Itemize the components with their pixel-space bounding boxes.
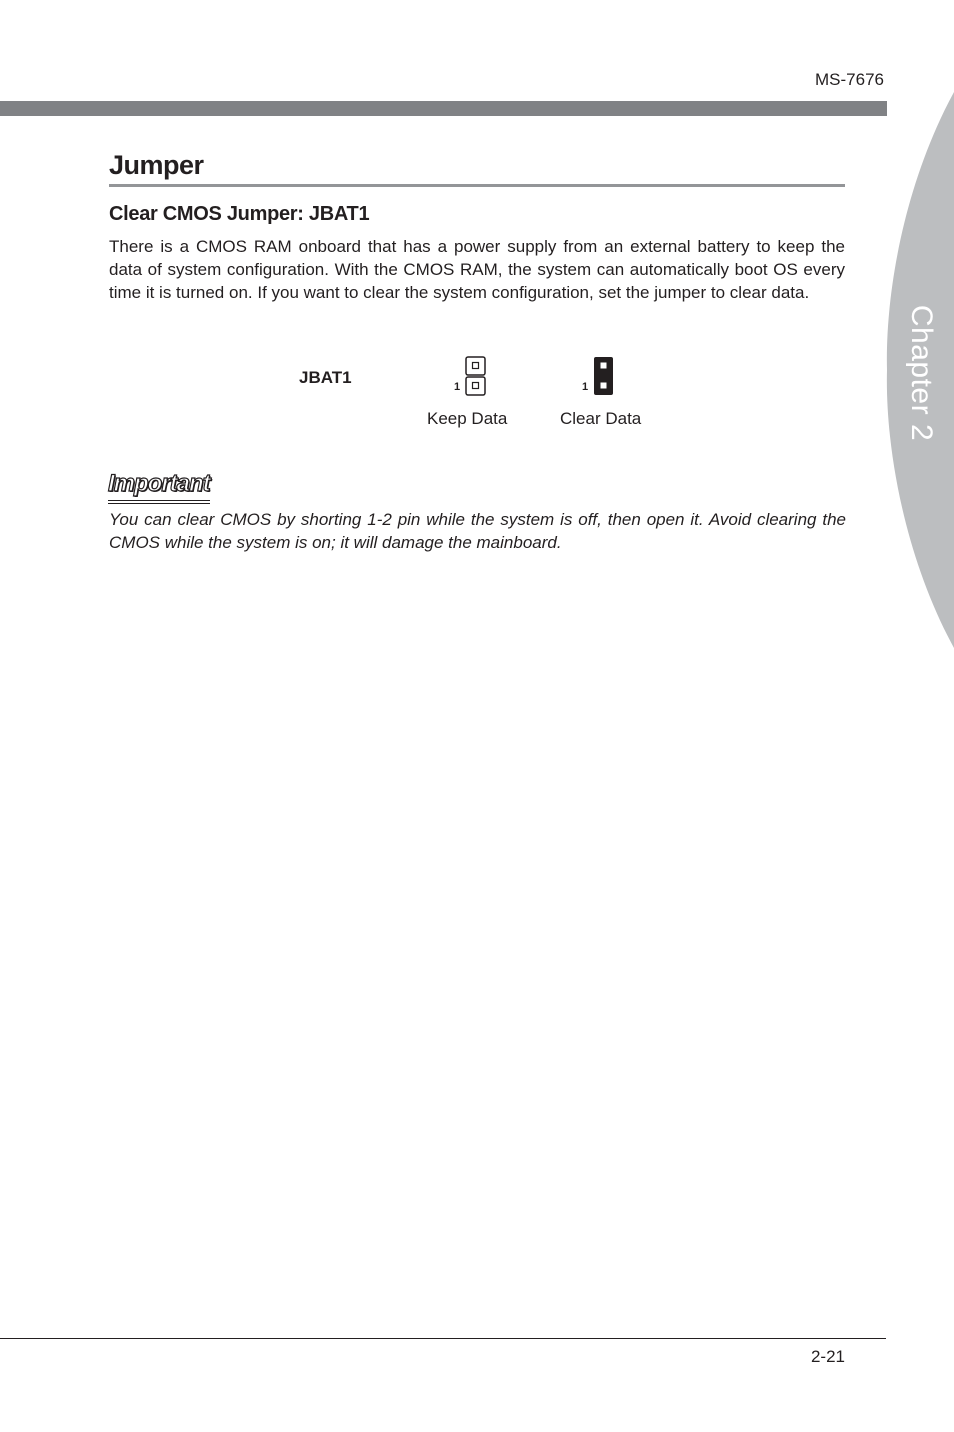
header-bar bbox=[0, 101, 887, 116]
footer-rule bbox=[0, 1338, 886, 1339]
open-jumper-pins bbox=[465, 356, 487, 398]
pin-one-marker: 1 bbox=[454, 381, 461, 393]
jumper-label: JBAT1 bbox=[299, 368, 352, 387]
keep-data-caption: Keep Data bbox=[427, 409, 508, 428]
section-subtitle: Clear CMOS Jumper: JBAT1 bbox=[109, 203, 370, 225]
model-number: MS-7676 bbox=[815, 70, 884, 89]
pin-one-marker: 1 bbox=[582, 381, 589, 393]
page-number: 2-21 bbox=[810, 1347, 845, 1366]
title-rule bbox=[109, 184, 845, 187]
important-note: You can clear CMOS by shorting 1-2 pin while the system is off, then open it. Avoid clearing the CMOS while the system is on; it will damage the mainboard. bbox=[109, 510, 846, 552]
important-underline bbox=[108, 500, 210, 504]
chapter-tab-label: Chapter 2 bbox=[905, 304, 938, 442]
clear-data-caption: Clear Data bbox=[560, 409, 642, 428]
page-title: Jumper bbox=[109, 150, 204, 180]
section-body: There is a CMOS RAM onboard that has a power supply from an external battery to keep the data of system configuration. With the CMOS RAM, the system can automatically boot OS every time it is turned on. If you want to clear the system configuration, set the jumper to clear data. bbox=[109, 237, 845, 302]
important-heading: Important bbox=[108, 470, 210, 497]
shorted-jumper-pins bbox=[593, 356, 615, 398]
important-heading-block bbox=[108, 470, 210, 504]
